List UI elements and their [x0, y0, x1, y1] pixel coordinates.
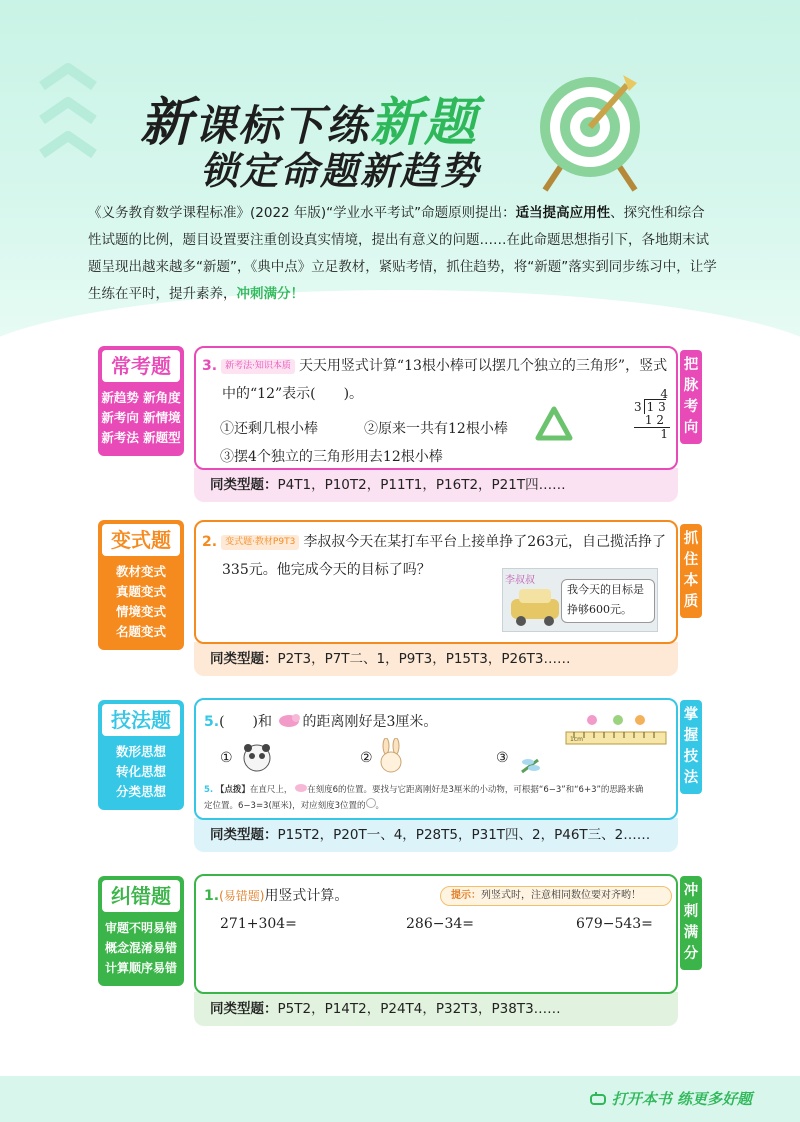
title-char-new: 新: [140, 93, 195, 153]
ruler-illustration: 1cm: [564, 710, 668, 748]
chevron-up-icon: [38, 96, 98, 124]
tag-title: 技法题: [102, 704, 180, 736]
expression-1: 271+304=: [220, 916, 297, 932]
section-tag: [98, 520, 184, 650]
intro-paragraph: 《义务教育数学课程标准》(2022 年版)“学业水平考试”命题原则提出：适当提高应用性、探究性和综合性试题的比例，题目设置要注重创设真实情境，提出有意义的问题……在此命题思想指引下，各地期末试题呈现出越来越多“新题”，《典中点》立足教材，紧贴考情，抓住趋势，将“新题”落实到同步练习中，让学生练在平时，提升素养，冲刺满分！: [88, 205, 717, 302]
tag-sub: 数形思想: [115, 744, 166, 759]
tag-sub: 新考向 新情境: [101, 410, 181, 425]
tag-sub: 新趋势 新角度: [101, 390, 181, 405]
option-1: ①: [220, 750, 233, 766]
dragonfly-icon: [518, 756, 544, 780]
option-1: ①还剩几根小棒: [220, 421, 318, 437]
question-badge: 变式题·教材P9T3: [221, 535, 299, 550]
side-label: 冲 刺 满 分: [680, 876, 702, 970]
side-label: 抓 住 本 质: [680, 524, 702, 618]
expression-2: 286−34=: [406, 916, 474, 932]
tag-title: 纠错题: [102, 880, 180, 912]
tag-title: 常考题: [102, 350, 180, 382]
tag-sub: 审题不明易错: [104, 921, 177, 935]
tag-sub: 概念混淆易错: [104, 941, 177, 955]
section-tag: [98, 346, 184, 456]
question-badge: (易错题): [219, 889, 265, 903]
bird-icon: [276, 711, 302, 729]
question-stem: 3. 新考法·知识本质 天天用竖式计算“13根小棒可以摆几个独立的三角形”，竖式 中的“12”表示( )。: [202, 358, 668, 402]
question-card: [194, 520, 678, 644]
section-tag: [98, 876, 184, 986]
option-2: ②: [360, 750, 373, 766]
tag-sub: 名题变式: [115, 624, 166, 639]
question-card: [194, 874, 678, 994]
speech-bubble: 我今天的目标是 挣够600元。: [561, 579, 655, 623]
question-stem: 1.(易错题)用竖式计算。: [204, 888, 349, 904]
side-label: 掌 握 技 法: [680, 700, 702, 794]
tag-sub: 转化思想: [115, 764, 166, 779]
taxi-illustration: 李叔叔 我今天的目标是 挣够600元。: [502, 568, 658, 632]
hint-text: 5. 【点拨】在直尺上， 在刻度6的位置。要找与它距离刚好是3厘米的小动物，可根据“6−3”和“6+3”的思路来确 定位置。6−3=3(厘米)，对应刻度3位置的 。: [204, 785, 644, 811]
question-stem: 2. 变式题·教材P9T3 李叔叔今天在某打车平台上接单挣了263元，自己揽活挣了 335元。他完成今天的目标了吗？: [202, 534, 667, 578]
car-icon: [505, 581, 565, 631]
section-technique: [98, 698, 702, 850]
similar-bar: 同类型题：P15T2，P20T一、4，P28T5，P31T四、2，P46T三、2……: [194, 818, 678, 852]
long-division: 4 3 1 3 1 2 1: [634, 387, 668, 441]
footer-text: 打开本书 练更多好题: [590, 1088, 752, 1109]
tip-box: 提示：列竖式时，注意相同数位要对齐哟！: [440, 886, 672, 906]
panda-icon: [240, 740, 274, 778]
rabbit-icon: [366, 798, 376, 808]
chevron-up-icon: [38, 62, 98, 90]
triangle-icon: [534, 404, 574, 448]
tag-sub: 新考法 新题型: [101, 430, 181, 445]
tag-sub: 真题变式: [115, 584, 166, 599]
side-label: 把 脉 考 向: [680, 350, 702, 444]
similar-bar: 同类型题：P4T1，P10T2，P11T1，P16T2，P21T四……: [194, 468, 678, 502]
section-variant: [98, 518, 702, 674]
similar-bar: 同类型题：P5T2，P14T2，P24T4，P32T3，P38T3……: [194, 992, 678, 1026]
question-badge: 新考法·知识本质: [221, 359, 295, 374]
tag-sub: 分类思想: [115, 784, 166, 799]
tag-title: 变式题: [102, 524, 180, 556]
tag-sub: 教材变式: [115, 564, 166, 579]
page-title-line2: 锁定命题新趋势: [200, 149, 481, 193]
similar-bar: 同类型题：P2T3，P7T二、1，P9T3，P15T3，P26T3……: [194, 642, 678, 676]
title-text: 课标下练: [194, 101, 371, 150]
tag-sub: 情境变式: [115, 604, 166, 619]
question-stem: 5.( )和 的距离刚好是3厘米。: [204, 708, 564, 736]
question-card: [194, 698, 678, 820]
option-3: ③摆4个独立的三角形用去12根小棒: [220, 449, 443, 465]
footer-bar: [0, 1076, 800, 1122]
option-2: ②原来一共有12根小棒: [364, 421, 508, 437]
section-tag: [98, 700, 184, 810]
question-card: [194, 346, 678, 470]
bird-icon: [295, 784, 307, 792]
chevron-up-icon: [38, 130, 98, 158]
target-icon: [525, 65, 655, 195]
expression-3: 679−543=: [576, 916, 653, 932]
section-frequent: [98, 346, 702, 502]
rabbit-icon: [376, 738, 406, 778]
tag-sub: 计算顺序易错: [104, 961, 177, 975]
option-3: ③: [496, 750, 509, 766]
title-highlight: 新题: [370, 93, 479, 153]
section-error: [98, 874, 702, 1024]
hand-pointer-icon: [590, 1092, 608, 1106]
